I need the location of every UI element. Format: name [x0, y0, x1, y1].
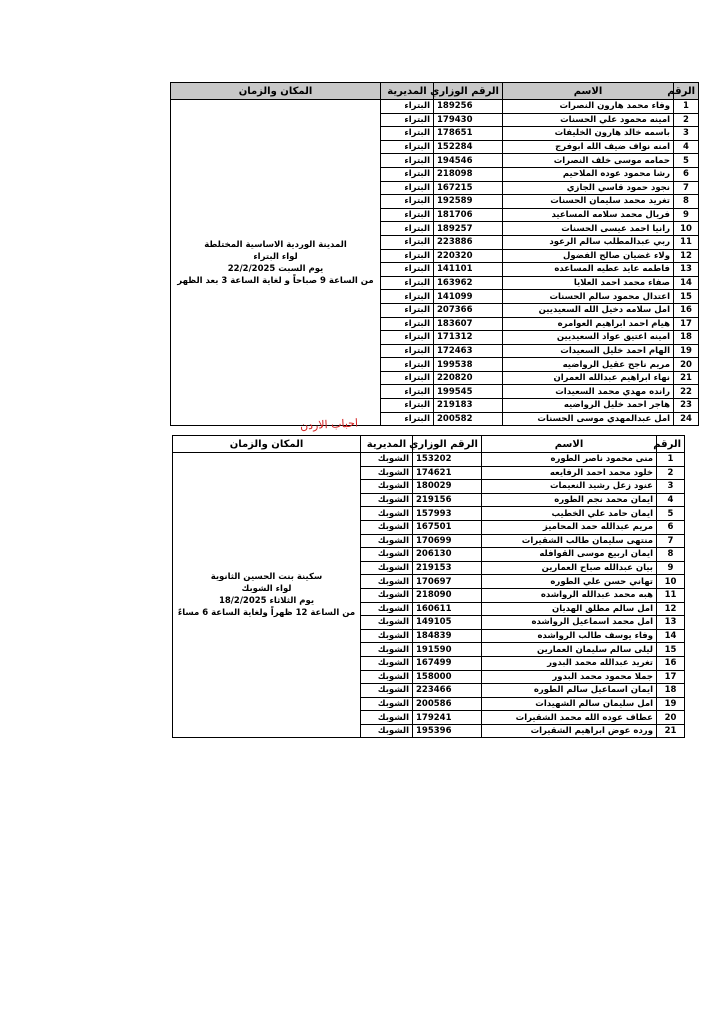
directorate: البتراء — [381, 167, 434, 181]
ministry-number: 160611 — [413, 602, 482, 616]
directorate: الشوبك — [361, 561, 413, 575]
ministry-number: 219183 — [434, 399, 503, 413]
row-number: 6 — [657, 520, 685, 534]
person-name: وفاء محمد هارون النصرات — [503, 100, 674, 114]
person-name: بيان عبدالله صباح العمارين — [482, 561, 657, 575]
school-name: المدينة الوردية الاساسية المختلطة — [204, 239, 347, 250]
directorate: الشوبك — [361, 588, 413, 602]
ministry-number: 219153 — [413, 561, 482, 575]
person-name: تغريد محمد سليمان الحسنات — [503, 195, 674, 209]
directorate: البتراء — [381, 113, 434, 127]
row-number: 11 — [657, 588, 685, 602]
directorate: البتراء — [381, 195, 434, 209]
person-name: هاجر احمد خليل الرواضيه — [503, 399, 674, 413]
ministry-number: 183607 — [434, 317, 503, 331]
exam-day: يوم الثلاثاء 18/2/2025 — [218, 596, 315, 607]
row-number: 13 — [657, 616, 685, 630]
header-num: الرقم — [674, 83, 699, 100]
header-ministry-no: الرقم الوزاري — [413, 436, 482, 453]
person-name: تهاني حسن علي الطوره — [482, 575, 657, 589]
ministry-number: 179241 — [413, 711, 482, 725]
row-number: 13 — [674, 263, 699, 277]
exam-day: يوم السبت 22/2/2025 — [227, 263, 324, 274]
person-name: تغريد عبدالله محمد البدور — [482, 656, 657, 670]
ministry-number: 207366 — [434, 303, 503, 317]
person-name: ليلى سالم سليمان العمارين — [482, 643, 657, 657]
directorate: البتراء — [381, 222, 434, 236]
ministry-number: 167499 — [413, 656, 482, 670]
ministry-number: 218090 — [413, 588, 482, 602]
person-name: منى محمود ناصر الطوره — [482, 453, 657, 467]
directorate: الشوبك — [361, 575, 413, 589]
exam-time: من الساعة 9 صباحاً و لغاية الساعة 3 بعد الظهر — [177, 275, 374, 286]
row-number: 8 — [674, 195, 699, 209]
ministry-number: 189257 — [434, 222, 503, 236]
person-name: امل سليمان سالم الشهيدات — [482, 697, 657, 711]
header-name: الاسم — [503, 83, 674, 100]
directorate: البتراء — [381, 331, 434, 345]
ministry-number: 179430 — [434, 113, 503, 127]
row-number: 20 — [657, 711, 685, 725]
row-number: 8 — [657, 548, 685, 562]
ministry-number: 189256 — [434, 100, 503, 114]
ministry-number: 223886 — [434, 235, 503, 249]
person-name: رانيا احمد عيسى الحسنات — [503, 222, 674, 236]
header-row — [173, 436, 685, 453]
person-name: عطاف عوده الله محمد الشقيرات — [482, 711, 657, 725]
row-number: 19 — [657, 697, 685, 711]
shobak-roster-table — [172, 435, 685, 738]
ministry-number: 163962 — [434, 276, 503, 290]
ministry-number: 200586 — [413, 697, 482, 711]
ministry-number: 206130 — [413, 548, 482, 562]
directorate: الشوبك — [361, 520, 413, 534]
person-name: رشا محمود عوده الملاحيم — [503, 167, 674, 181]
row-number: 10 — [657, 575, 685, 589]
directorate: البتراء — [381, 385, 434, 399]
directorate: الشوبك — [361, 480, 413, 494]
header-place-time: المكان والزمان — [173, 436, 361, 453]
person-name: فريال محمد سلامه المساعيد — [503, 208, 674, 222]
ministry-number: 152284 — [434, 140, 503, 154]
person-name: رانده مهدي محمد السعيدات — [503, 385, 674, 399]
ministry-number: 170697 — [413, 575, 482, 589]
directorate: الشوبك — [361, 453, 413, 467]
person-name: منتهى سليمان طالب الشقيرات — [482, 534, 657, 548]
row-number: 17 — [657, 670, 685, 684]
directorate: البتراء — [381, 140, 434, 154]
directorate: الشوبك — [361, 643, 413, 657]
person-name: امل سلامه دخيل الله السعيديين — [503, 303, 674, 317]
ministry-number: 220820 — [434, 371, 503, 385]
row-number: 1 — [674, 100, 699, 114]
directorate: الشوبك — [361, 616, 413, 630]
row-number: 4 — [657, 493, 685, 507]
watermark-text: احباب الاردن — [299, 416, 359, 433]
directorate: البتراء — [381, 208, 434, 222]
person-name: حمامه موسى خلف النصرات — [503, 154, 674, 168]
directorate: البتراء — [381, 399, 434, 413]
ministry-number: 192589 — [434, 195, 503, 209]
header-directorate: المديرية — [361, 436, 413, 453]
header-place-time: المكان والزمان — [171, 83, 381, 100]
directorate: البتراء — [381, 235, 434, 249]
row-number: 18 — [674, 331, 699, 345]
person-name: باسمه خالد هارون الخليفات — [503, 127, 674, 141]
row-number: 21 — [657, 724, 685, 738]
person-name: عنود زعل رشيد النعيمات — [482, 480, 657, 494]
petra-roster-table — [170, 82, 699, 426]
directorate: البتراء — [381, 100, 434, 114]
person-name: وفاء يوسف طالب الرواشده — [482, 629, 657, 643]
row-number: 16 — [674, 303, 699, 317]
directorate: البتراء — [381, 290, 434, 304]
header-num: الرقم — [657, 436, 685, 453]
ministry-number: 191590 — [413, 643, 482, 657]
directorate: الشوبك — [361, 629, 413, 643]
table-row — [173, 453, 685, 467]
ministry-number: 181706 — [434, 208, 503, 222]
row-number: 16 — [657, 656, 685, 670]
person-name: ربي عبدالمطلب سالم الرعود — [503, 235, 674, 249]
row-number: 12 — [657, 602, 685, 616]
ministry-number: 167501 — [413, 520, 482, 534]
directorate: الشوبك — [361, 724, 413, 738]
directorate: الشوبك — [361, 534, 413, 548]
row-number: 3 — [657, 480, 685, 494]
ministry-number: 218098 — [434, 167, 503, 181]
place-time-cell — [171, 100, 381, 426]
school-name: سكينة بنت الحسين الثانوية — [210, 572, 323, 583]
ministry-number: 178651 — [434, 127, 503, 141]
person-name: مريم ناجح عقيل الرواضيه — [503, 358, 674, 372]
directorate: الشوبك — [361, 670, 413, 684]
row-number: 23 — [674, 399, 699, 413]
row-number: 9 — [674, 208, 699, 222]
row-number: 7 — [657, 534, 685, 548]
directorate: الشوبك — [361, 548, 413, 562]
directorate: الشوبك — [361, 493, 413, 507]
row-number: 14 — [674, 276, 699, 290]
header-name: الاسم — [482, 436, 657, 453]
row-number: 3 — [674, 127, 699, 141]
person-name: ورده عوض ابراهيم الشقيرات — [482, 724, 657, 738]
person-name: هبه محمد عبدالله الرواشده — [482, 588, 657, 602]
person-name: امل محمد اسماعيل الرواشده — [482, 616, 657, 630]
ministry-number: 171312 — [434, 331, 503, 345]
person-name: هيام احمد ابراهيم العوامره — [503, 317, 674, 331]
ministry-number: 184839 — [413, 629, 482, 643]
directorate: البتراء — [381, 249, 434, 263]
ministry-number: 199538 — [434, 358, 503, 372]
ministry-number: 199545 — [434, 385, 503, 399]
ministry-number: 141099 — [434, 290, 503, 304]
directorate: البتراء — [381, 154, 434, 168]
ministry-number: 167215 — [434, 181, 503, 195]
person-name: جملا محمود محمد البدور — [482, 670, 657, 684]
person-name: الهام احمد خليل السعيدات — [503, 344, 674, 358]
person-name: امل عبدالمهدي موسى الحسنات — [503, 412, 674, 426]
person-name: نهاء ابراهيم عبدالله العمران — [503, 371, 674, 385]
row-number: 15 — [657, 643, 685, 657]
row-number: 2 — [674, 113, 699, 127]
person-name: مريم عبدالله حمد المحاميز — [482, 520, 657, 534]
row-number: 21 — [674, 371, 699, 385]
district-name: لواء الشوبك — [241, 584, 292, 595]
row-number: 4 — [674, 140, 699, 154]
directorate: الشوبك — [361, 656, 413, 670]
person-name: صفاء محمد احمد العلايا — [503, 276, 674, 290]
row-number: 9 — [657, 561, 685, 575]
directorate: الشوبك — [361, 684, 413, 698]
row-number: 7 — [674, 181, 699, 195]
directorate: البتراء — [381, 317, 434, 331]
person-name: ايمان اربيع موسى القوافله — [482, 548, 657, 562]
row-number: 18 — [657, 684, 685, 698]
row-number: 20 — [674, 358, 699, 372]
ministry-number: 194546 — [434, 154, 503, 168]
directorate: البتراء — [381, 371, 434, 385]
directorate: الشوبك — [361, 711, 413, 725]
directorate: البتراء — [381, 303, 434, 317]
row-number: 11 — [674, 235, 699, 249]
row-number: 5 — [674, 154, 699, 168]
directorate: البتراء — [381, 344, 434, 358]
directorate: البتراء — [381, 127, 434, 141]
district-name: لواء البتراء — [253, 251, 298, 262]
ministry-number: 170699 — [413, 534, 482, 548]
row-number: 15 — [674, 290, 699, 304]
row-number: 5 — [657, 507, 685, 521]
table-row — [171, 100, 699, 114]
ministry-number: 158000 — [413, 670, 482, 684]
row-number: 19 — [674, 344, 699, 358]
person-name: ايمان حامد علي الخطيب — [482, 507, 657, 521]
person-name: خلود محمد احمد الرفايعه — [482, 466, 657, 480]
directorate: البتراء — [381, 276, 434, 290]
ministry-number: 220320 — [434, 249, 503, 263]
directorate: الشوبك — [361, 466, 413, 480]
row-number: 12 — [674, 249, 699, 263]
ministry-number: 223466 — [413, 684, 482, 698]
directorate: البتراء — [381, 263, 434, 277]
ministry-number: 180029 — [413, 480, 482, 494]
ministry-number: 195396 — [413, 724, 482, 738]
person-name: امل سالم مطلق الهديان — [482, 602, 657, 616]
person-name: امينه اعتيق عواد السعيديين — [503, 331, 674, 345]
header-directorate: المديرية — [381, 83, 434, 100]
place-time-cell — [173, 453, 361, 738]
row-number: 14 — [657, 629, 685, 643]
directorate: البتراء — [381, 412, 434, 426]
person-name: اعتدال محمود سالم الحسنات — [503, 290, 674, 304]
person-name: نجود حمود قاسي الجازي — [503, 181, 674, 195]
row-number: 1 — [657, 453, 685, 467]
ministry-number: 219156 — [413, 493, 482, 507]
row-number: 10 — [674, 222, 699, 236]
header-ministry-no: الرقم الوزاري — [434, 83, 503, 100]
row-number: 6 — [674, 167, 699, 181]
person-name: ايمان اسماعيل سالم الطوره — [482, 684, 657, 698]
ministry-number: 172463 — [434, 344, 503, 358]
row-number: 17 — [674, 317, 699, 331]
person-name: فاطمه عايد عطيه المساعده — [503, 263, 674, 277]
person-name: امنه نواف ضيف الله ابوفرج — [503, 140, 674, 154]
person-name: ايمان محمد نجم الطوره — [482, 493, 657, 507]
person-name: ولاء غضيان صالح الفضول — [503, 249, 674, 263]
exam-time: من الساعة 12 ظهراً ولغاية الساعة 6 مساءً — [177, 608, 356, 619]
directorate: الشوبك — [361, 507, 413, 521]
row-number: 2 — [657, 466, 685, 480]
directorate: الشوبك — [361, 602, 413, 616]
directorate: البتراء — [381, 181, 434, 195]
row-number: 22 — [674, 385, 699, 399]
ministry-number: 174621 — [413, 466, 482, 480]
header-row — [171, 83, 699, 100]
ministry-number: 200582 — [434, 412, 503, 426]
row-number: 24 — [674, 412, 699, 426]
ministry-number: 157993 — [413, 507, 482, 521]
ministry-number: 149105 — [413, 616, 482, 630]
person-name: امينه محمود علي الحسنات — [503, 113, 674, 127]
directorate: الشوبك — [361, 697, 413, 711]
directorate: البتراء — [381, 358, 434, 372]
ministry-number: 153202 — [413, 453, 482, 467]
ministry-number: 141101 — [434, 263, 503, 277]
